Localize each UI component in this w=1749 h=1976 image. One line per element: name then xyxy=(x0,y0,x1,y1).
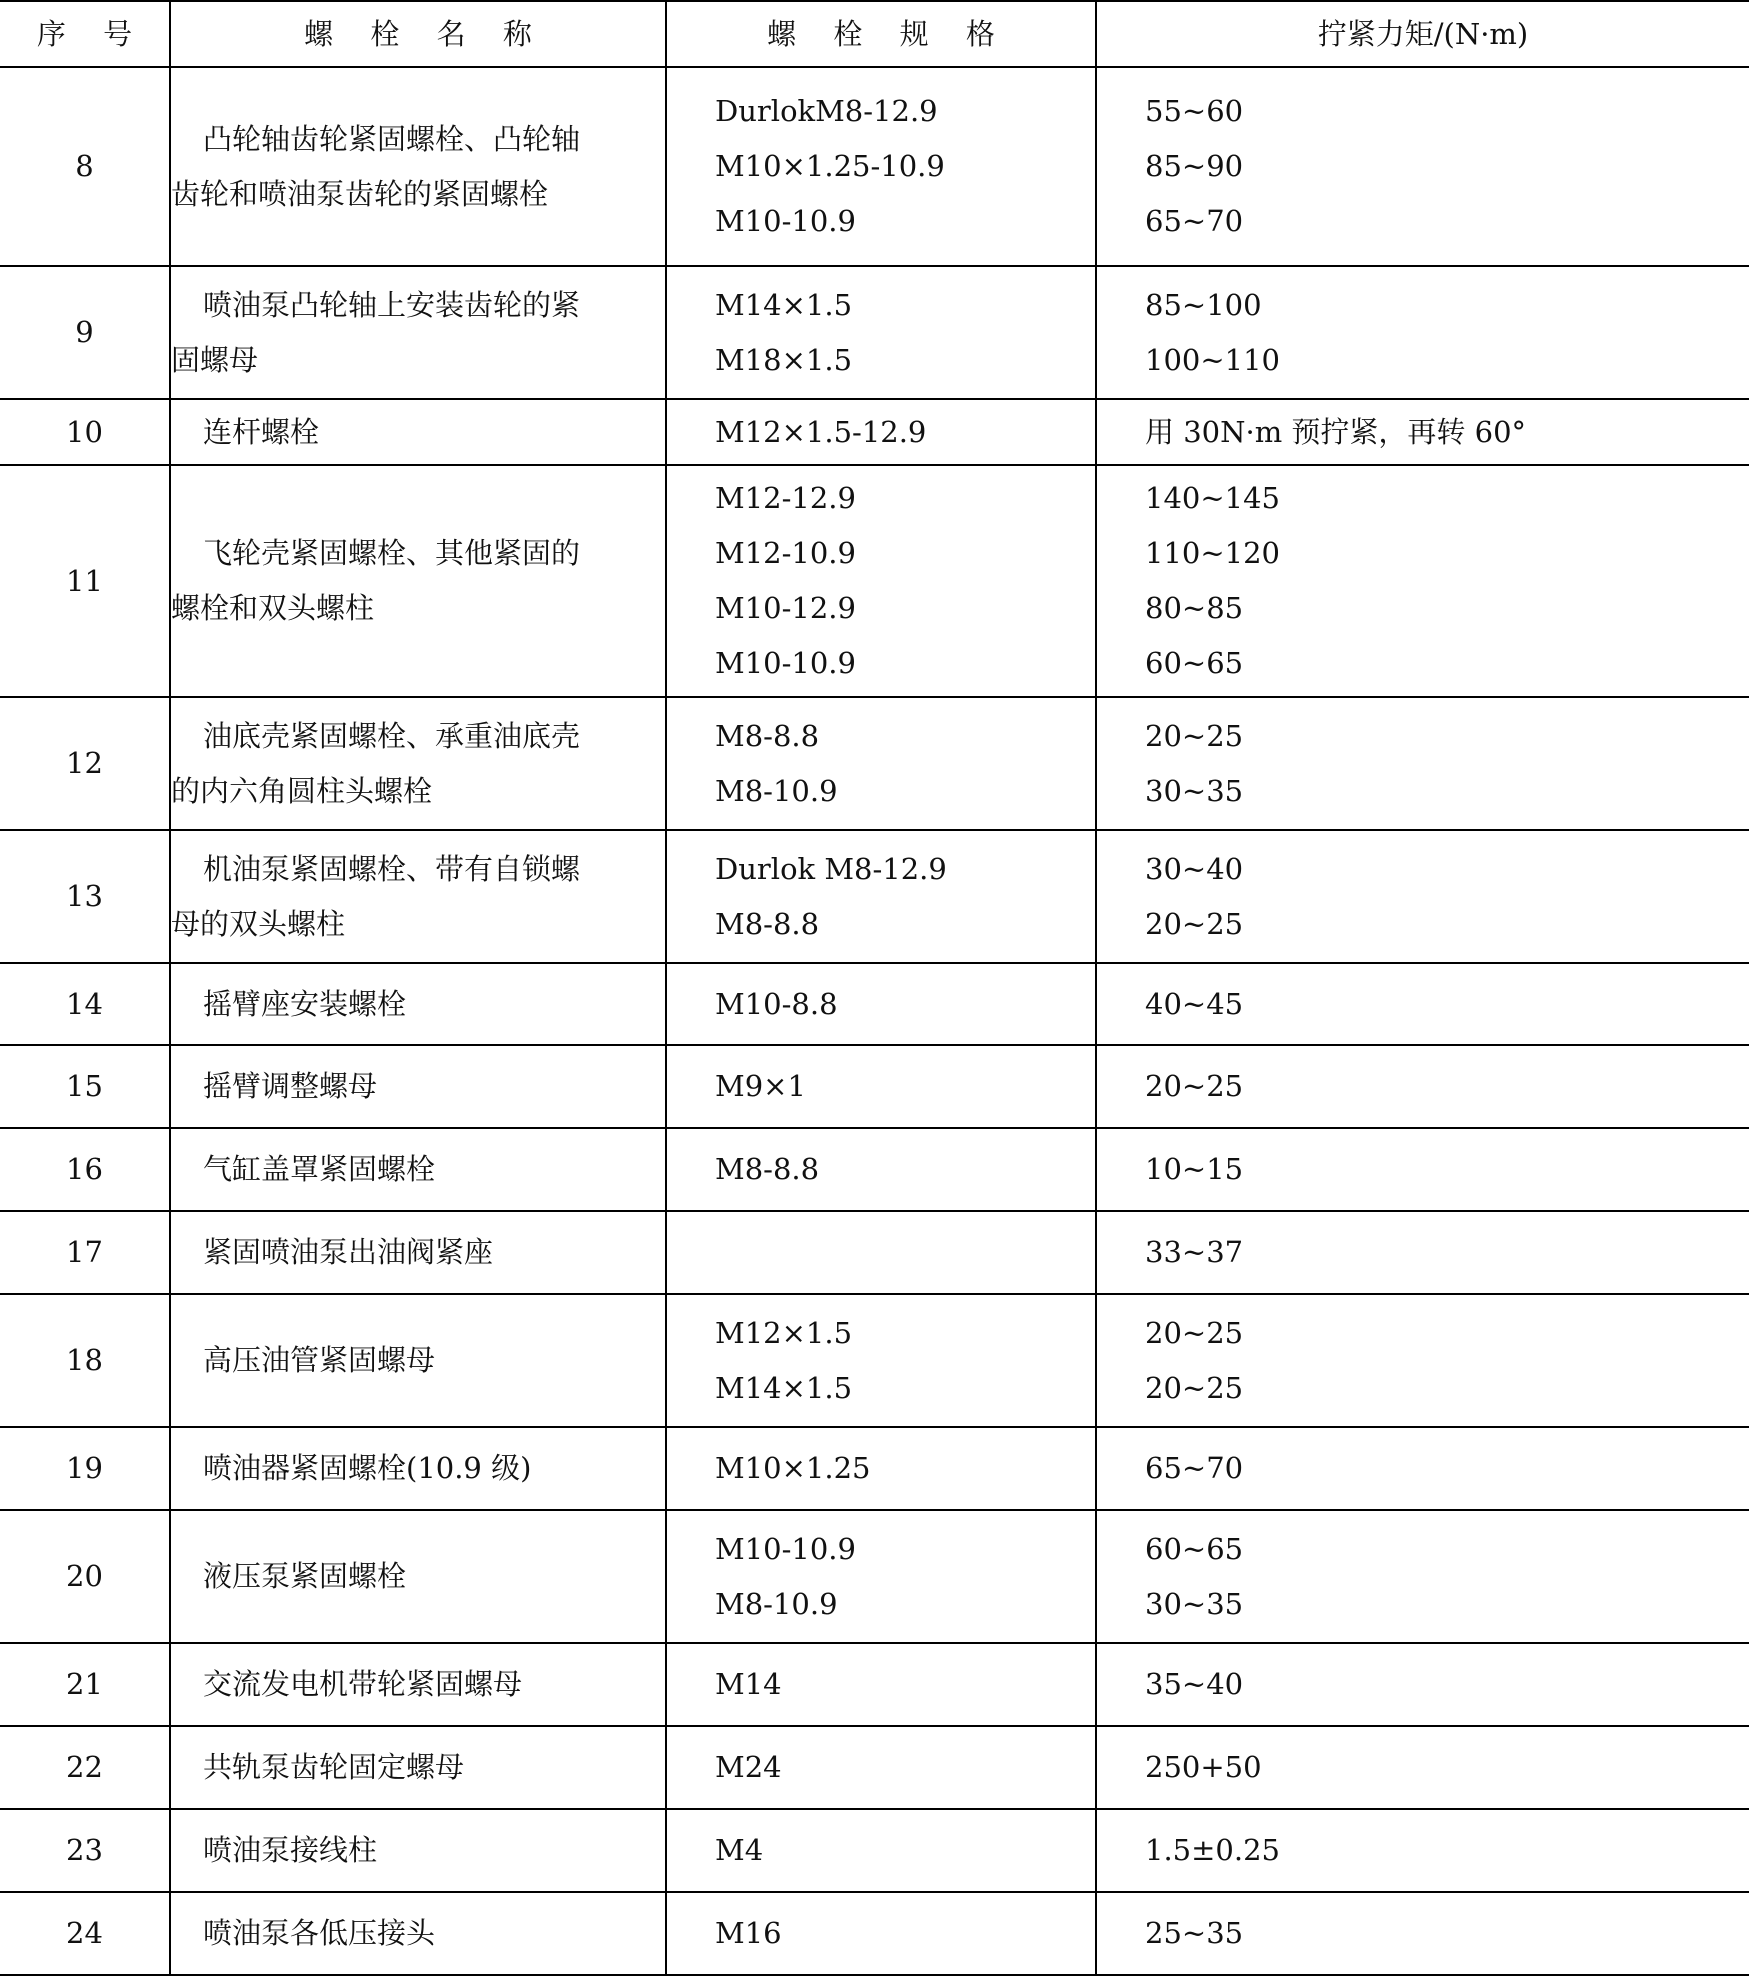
bolt-spec-value: M10-10.9 xyxy=(715,204,856,238)
row-number: 8 xyxy=(0,67,170,266)
torque-value: 85~100 xyxy=(1145,287,1262,322)
bolt-name-line: 螺栓和双头螺柱 xyxy=(171,591,375,625)
bolt-spec-value: M10-8.8 xyxy=(715,986,838,1021)
bolt-name-cell xyxy=(170,697,666,830)
torque-cell xyxy=(1096,399,1749,465)
torque-value: 20~25 xyxy=(1145,1069,1244,1103)
torque-value: 85~90 xyxy=(1145,149,1244,183)
table-row xyxy=(0,1726,1749,1809)
torque-cell xyxy=(1096,1643,1749,1726)
bolt-name-line: 紧固喷油泵出油阀紧座 xyxy=(203,1235,494,1269)
table-row xyxy=(0,1510,1749,1643)
bolt-name-line: 交流发电机带轮紧固螺母 xyxy=(203,1667,523,1701)
table-row xyxy=(0,1128,1749,1211)
row-number: 22 xyxy=(0,1726,170,1809)
bolt-spec-value: M18×1.5 xyxy=(715,342,853,377)
row-number: 19 xyxy=(0,1427,170,1510)
bolt-name-line: 喷油器紧固螺栓(10.9 级) xyxy=(203,1451,532,1485)
bolt-name-line: 凸轮轴齿轮紧固螺栓、凸轮轴 xyxy=(203,121,581,156)
torque-cell xyxy=(1096,1294,1749,1427)
bolt-spec-cell xyxy=(666,399,1096,465)
row-number: 23 xyxy=(0,1809,170,1892)
torque-value: 20~25 xyxy=(1145,1315,1244,1350)
header-spec: 螺 栓 规 格 xyxy=(666,1,1096,67)
torque-value: 35~40 xyxy=(1145,1667,1244,1701)
header-no: 序 号 xyxy=(0,1,170,67)
bolt-spec-cell xyxy=(666,1045,1096,1128)
torque-value: 20~25 xyxy=(1145,906,1244,941)
torque-value: 30~35 xyxy=(1145,1586,1244,1621)
bolt-spec-cell xyxy=(666,67,1096,266)
torque-value: 60~65 xyxy=(1145,1531,1244,1566)
bolt-name-line: 飞轮壳紧固螺栓、其他紧固的 xyxy=(203,536,581,570)
bolt-spec-value: M9×1 xyxy=(715,1069,806,1103)
bolt-name-line: 液压泵紧固螺栓 xyxy=(203,1559,407,1593)
torque-value: 110~120 xyxy=(1145,536,1281,570)
torque-cell xyxy=(1096,697,1749,830)
bolt-spec-value: M24 xyxy=(715,1750,782,1784)
torque-cell xyxy=(1096,1045,1749,1128)
bolt-name-cell xyxy=(170,399,666,465)
bolt-spec-cell xyxy=(666,1294,1096,1427)
bolt-spec-value: M14 xyxy=(715,1667,782,1701)
bolt-spec-value: M10×1.25 xyxy=(715,1451,871,1485)
bolt-spec-cell xyxy=(666,830,1096,963)
bolt-name-line: 喷油泵各低压接头 xyxy=(203,1916,436,1950)
bolt-spec-cell xyxy=(666,465,1096,697)
table-row xyxy=(0,1892,1749,1975)
bolt-name-cell xyxy=(170,1427,666,1510)
table-row xyxy=(0,399,1749,465)
table-row xyxy=(0,465,1749,697)
bolt-spec-cell xyxy=(666,1510,1096,1643)
torque-value: 80~85 xyxy=(1145,591,1244,625)
table-row xyxy=(0,1809,1749,1892)
bolt-name-line: 油底壳紧固螺栓、承重油底壳 xyxy=(203,718,581,753)
torque-value: 60~65 xyxy=(1145,646,1244,680)
torque-value: 1.5±0.25 xyxy=(1145,1833,1280,1867)
bolt-name-cell xyxy=(170,830,666,963)
header-row xyxy=(0,1,1749,67)
row-number: 21 xyxy=(0,1643,170,1726)
torque-cell xyxy=(1096,1892,1749,1975)
torque-cell xyxy=(1096,266,1749,399)
bolt-name-cell xyxy=(170,1809,666,1892)
bolt-spec-value: M12-10.9 xyxy=(715,536,856,570)
torque-value: 40~45 xyxy=(1145,986,1244,1021)
torque-value: 100~110 xyxy=(1145,342,1281,377)
table-row xyxy=(0,266,1749,399)
torque-value: 用 30N·m 预拧紧，再转 60° xyxy=(1145,414,1527,449)
table-row xyxy=(0,830,1749,963)
row-number: 14 xyxy=(0,963,170,1045)
bolt-name-cell xyxy=(170,1643,666,1726)
bolt-name-line: 摇臂座安装螺栓 xyxy=(203,986,407,1021)
bolt-spec-cell xyxy=(666,1809,1096,1892)
row-number: 18 xyxy=(0,1294,170,1427)
bolt-name-cell xyxy=(170,266,666,399)
table-row xyxy=(0,1294,1749,1427)
bolt-name-cell xyxy=(170,1128,666,1211)
bolt-spec-cell xyxy=(666,1211,1096,1294)
table-row xyxy=(0,1643,1749,1726)
row-number: 9 xyxy=(0,266,170,399)
bolt-spec-cell xyxy=(666,1726,1096,1809)
torque-value: 65~70 xyxy=(1145,204,1244,238)
bolt-name-cell xyxy=(170,465,666,697)
table-row xyxy=(0,67,1749,266)
bolt-name-line: 齿轮和喷油泵齿轮的紧固螺栓 xyxy=(171,176,549,211)
bolt-spec-cell xyxy=(666,1892,1096,1975)
bolt-name-line: 共轨泵齿轮固定螺母 xyxy=(203,1750,465,1784)
bolt-name-line: 气缸盖罩紧固螺栓 xyxy=(203,1152,436,1186)
bolt-spec-cell xyxy=(666,963,1096,1045)
bolt-spec-value: M8-8.8 xyxy=(715,906,820,941)
torque-value: 65~70 xyxy=(1145,1451,1244,1485)
row-number: 10 xyxy=(0,399,170,465)
bolt-spec-value: M16 xyxy=(715,1916,782,1950)
bolt-spec-value: M4 xyxy=(715,1833,764,1867)
bolt-name-line: 摇臂调整螺母 xyxy=(203,1069,378,1103)
bolt-name-cell xyxy=(170,1045,666,1128)
torque-value: 250+50 xyxy=(1145,1750,1262,1784)
torque-cell xyxy=(1096,1128,1749,1211)
bolt-spec-value: DurlokM8-12.9 xyxy=(715,94,938,128)
bolt-spec-cell xyxy=(666,1128,1096,1211)
torque-value: 30~40 xyxy=(1145,851,1244,886)
row-number: 12 xyxy=(0,697,170,830)
table-row xyxy=(0,1045,1749,1128)
header-torque: 拧紧力矩/(N·m) xyxy=(1096,1,1749,67)
bolt-name-line: 固螺母 xyxy=(171,342,259,377)
row-number: 16 xyxy=(0,1128,170,1211)
torque-value: 33~37 xyxy=(1145,1235,1244,1269)
bolt-spec-value: M8-8.8 xyxy=(715,1152,820,1186)
bolt-spec-value: M10-12.9 xyxy=(715,591,856,625)
row-number: 13 xyxy=(0,830,170,963)
torque-value: 10~15 xyxy=(1145,1152,1244,1186)
bolt-name-cell xyxy=(170,67,666,266)
bolt-name-line: 高压油管紧固螺母 xyxy=(203,1343,436,1377)
table-row xyxy=(0,1211,1749,1294)
bolt-name-line: 喷油泵凸轮轴上安装齿轮的紧 xyxy=(203,287,581,322)
bolt-spec-value: M12×1.5 xyxy=(715,1315,853,1350)
torque-cell xyxy=(1096,830,1749,963)
bolt-name-cell xyxy=(170,1294,666,1427)
table-body xyxy=(0,67,1749,1975)
row-number: 17 xyxy=(0,1211,170,1294)
bolt-spec-value: M12×1.5-12.9 xyxy=(715,414,927,449)
row-number: 15 xyxy=(0,1045,170,1128)
row-number: 20 xyxy=(0,1510,170,1643)
bolt-spec-value: M8-10.9 xyxy=(715,773,838,808)
bolt-spec-value: Durlok M8-12.9 xyxy=(715,851,947,886)
bolt-name-cell xyxy=(170,1211,666,1294)
bolt-spec-value: M14×1.5 xyxy=(715,287,853,322)
bolt-spec-value: M10-10.9 xyxy=(715,646,856,680)
bolt-spec-value: M14×1.5 xyxy=(715,1370,853,1405)
row-number: 11 xyxy=(0,465,170,697)
bolt-name-line: 喷油泵接线柱 xyxy=(203,1833,378,1867)
bolt-spec-value: M10×1.25-10.9 xyxy=(715,149,945,183)
bolt-spec-value: M8-10.9 xyxy=(715,1586,838,1621)
bolt-spec-value: M8-8.8 xyxy=(715,718,820,753)
torque-value: 25~35 xyxy=(1145,1916,1244,1950)
torque-cell xyxy=(1096,67,1749,266)
bolt-name-line: 母的双头螺柱 xyxy=(171,906,346,941)
bolt-spec-value: M12-12.9 xyxy=(715,481,856,515)
bolt-name-line: 连杆螺栓 xyxy=(203,414,320,449)
bolt-name-cell xyxy=(170,1726,666,1809)
bolt-spec-cell xyxy=(666,1643,1096,1726)
torque-cell xyxy=(1096,1211,1749,1294)
torque-cell xyxy=(1096,465,1749,697)
bolt-spec-cell xyxy=(666,697,1096,830)
row-number: 24 xyxy=(0,1892,170,1975)
bolt-name-cell xyxy=(170,1510,666,1643)
torque-cell xyxy=(1096,963,1749,1045)
torque-cell xyxy=(1096,1510,1749,1643)
torque-cell xyxy=(1096,1726,1749,1809)
torque-cell xyxy=(1096,1427,1749,1510)
header-name: 螺 栓 名 称 xyxy=(170,1,666,67)
bolt-name-line: 的内六角圆柱头螺栓 xyxy=(171,773,433,808)
bolt-spec-cell xyxy=(666,1427,1096,1510)
torque-value: 55~60 xyxy=(1145,94,1244,128)
bolt-name-line: 机油泵紧固螺栓、带有自锁螺 xyxy=(203,851,581,886)
torque-cell xyxy=(1096,1809,1749,1892)
table-row xyxy=(0,963,1749,1045)
table-row xyxy=(0,697,1749,830)
table-row xyxy=(0,1427,1749,1510)
torque-value: 30~35 xyxy=(1145,773,1244,808)
torque-value: 20~25 xyxy=(1145,718,1244,753)
torque-value: 140~145 xyxy=(1145,481,1281,515)
bolt-name-cell xyxy=(170,963,666,1045)
bolt-spec-cell xyxy=(666,266,1096,399)
bolt-spec-value: M10-10.9 xyxy=(715,1531,856,1566)
torque-value: 20~25 xyxy=(1145,1370,1244,1405)
bolt-name-cell xyxy=(170,1892,666,1975)
